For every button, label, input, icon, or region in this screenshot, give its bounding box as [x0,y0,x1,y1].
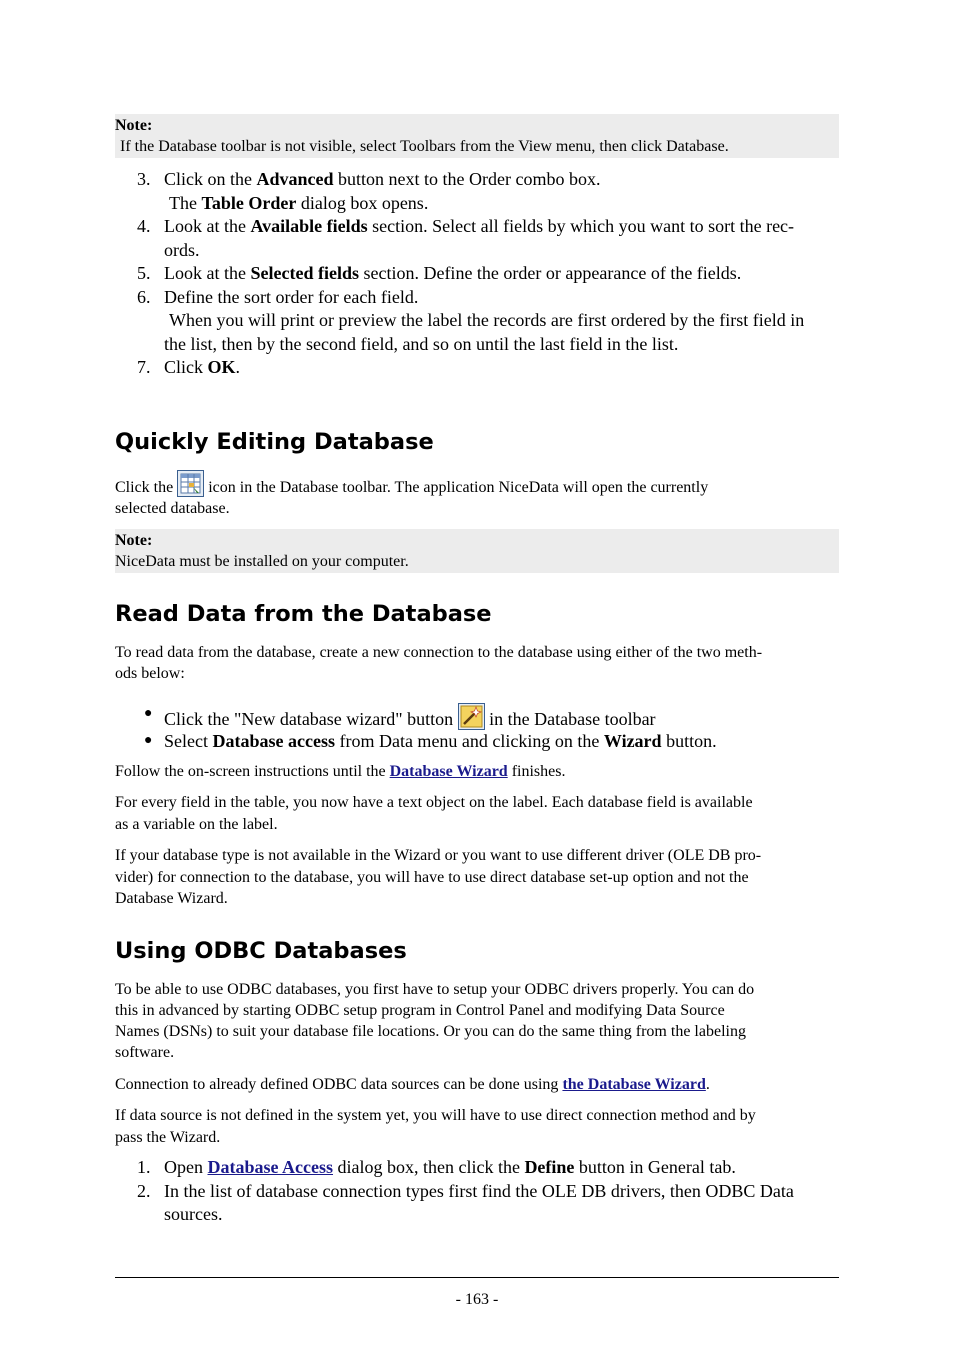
heading-odbc: Using ODBC Databases [115,937,407,964]
database-wizard-link[interactable]: Database Wizard [389,762,508,780]
paragraph-follow: Follow the on-screen instructions until the Database Wizard finishes. [115,762,566,780]
paragraph-odbc-setup: To be able to use ODBC databases, you first have to setup your ODBC drivers properly. You can do this in advanced by starting ODBC setup program in Control Panel and modifying Data Source Names (DSNs) to suit your database file locations. Or you can do the same thing from the labeling software. [115,980,755,1062]
paragraph-quick: Click the icon in the Database toolbar. The application NiceData will open the currently selected database. [115,470,839,519]
page-content [115,114,839,1227]
list-item: 2. In the list of database connection types first find the OLE DB drivers, then ODBC Data sources. [137,1180,794,1225]
list-item: 5. Look at the Selected fields section. Define the order or appearance of the fields. [137,263,742,283]
paragraph-driver: If your database type is not available in the Wizard or you want to use different driver (OLE DB pro- vider) for connection to the database, you will have to use direct database set-up option and not the Database Wizard. [115,847,762,907]
heading-read-data: Read Data from the Database [115,600,492,627]
note-body: If the Database toolbar is not visible, select Toolbars from the View menu, then click Database. [120,138,729,155]
list-item: 7. Click OK. [137,357,241,377]
database-wizard-icon[interactable] [458,703,485,730]
list-item: ● Click the "New database wizard" button in the Database toolbar [115,703,839,730]
paragraph-read-intro: To read data from the database, create a new connection to the database using either of the two meth- ods below: [115,643,763,682]
bullets-read [115,703,839,752]
database-access-link[interactable]: Database Access [207,1157,333,1178]
database-grid-icon[interactable] [177,470,204,497]
paragraph-odbc-bypass: If data source is not defined in the system yet, you will have to use direct connection method and by pass the Wizard. [115,1107,756,1146]
note-title: Note: [115,117,153,134]
page-number: - 163 - [455,1291,499,1308]
the-database-wizard-link[interactable]: the Database Wizard [562,1075,706,1093]
list-item: ● Select Database access from Data menu and clicking on the Wizard button. [144,730,717,751]
list-item: 4. Look at the Available fields section. Select all fields by which you want to sort the rec- ords. [137,216,795,260]
footer-divider [115,1277,839,1278]
list-item: 3. Click on the Advanced button next to the Order combo box. The Table Order dialog box opens. [137,169,601,213]
steps-list-order [115,168,839,380]
steps-list-odbc [115,1156,839,1227]
list-item: 1. Open Database Access dialog box, then click the Define button in General tab. [137,1157,736,1178]
list-item: 6. Define the sort order for each field. When you will print or preview the label the records are first ordered by the first field in the list, then by the second field, and so on until the last field in the list. [137,286,805,354]
paragraph-odbc-connection: Connection to already defined ODBC data sources can be done using the Database Wizard. [115,1075,710,1093]
heading-quickly-editing: Quickly Editing Database [115,428,434,455]
note-box-toolbar [115,114,839,158]
note-box-nicedata: Note: NiceData must be installed on your computer. [115,529,839,573]
paragraph-fields: For every field in the table, you now have a text object on the label. Each database field is available as a variable on the label. [115,794,753,833]
